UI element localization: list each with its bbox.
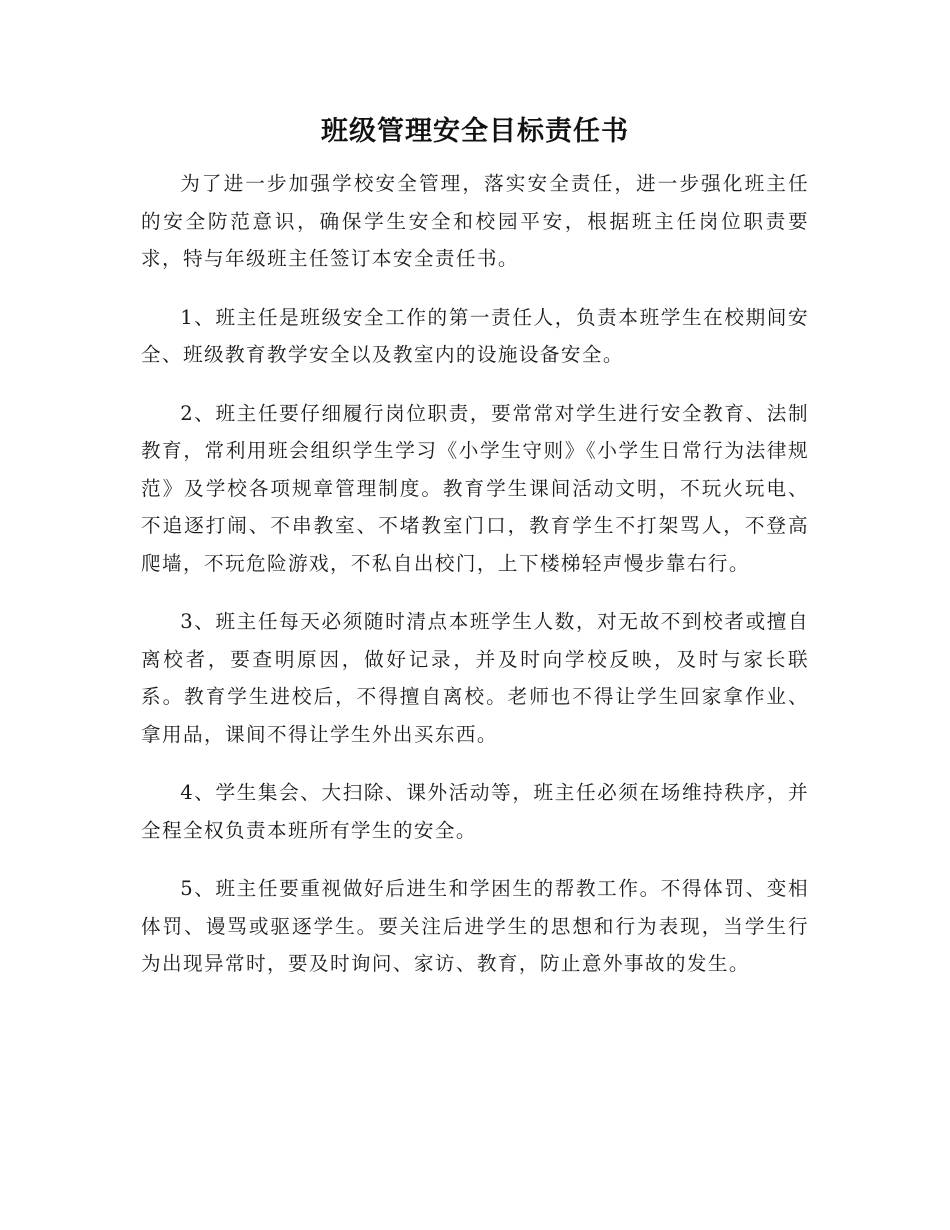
clause-1-paragraph: 1、班主任是班级安全工作的第一责任人，负责本班学生在校期间安全、班级教育教学安全以及教室内的设施设备安全。 bbox=[141, 305, 809, 366]
clause-3-paragraph: 3、班主任每天必须随时清点本班学生人数，对无故不到校者或擅自离校者，要查明原因，做好记录，并及时向学校反映，及时与家长联系。教育学生进校后，不得擅自离校。老师也不得让学生回家拿作业、拿用品，课间不得让学生外出买东西。 bbox=[141, 610, 809, 746]
clause-2-paragraph: 2、班主任要仔细履行岗位职责，要常常对学生进行安全教育、法制教育，常利用班会组织学生学习《小学生守则》《小学生日常行为法律规范》及学校各项规章管理制度。教育学生课间活动文明，不玩火玩电、不追逐打闹、不串教室、不堵教室门口，教育学生不打架骂人，不登高爬墙，不玩危险游戏，不私自出校门，上下楼梯轻声慢步靠右行。 bbox=[141, 401, 809, 575]
document-title: 班级管理安全目标责任书 bbox=[321, 116, 629, 147]
clause-5-paragraph: 5、班主任要重视做好后进生和学困生的帮教工作。不得体罚、变相体罚、谩骂或驱逐学生。要关注后进学生的思想和行为表现，当学生行为出现异常时，要及时询问、家访、教育，防止意外事故的发生。 bbox=[141, 877, 809, 975]
document-body bbox=[141, 165, 809, 1004]
intro-paragraph: 为了进一步加强学校安全管理，落实安全责任，进一步强化班主任的安全防范意识，确保学生安全和校园平安，根据班主任岗位职责要求，特与年级班主任签订本安全责任书。 bbox=[141, 172, 809, 270]
clause-4-paragraph: 4、学生集会、大扫除、课外活动等，班主任必须在场维持秩序，并全程全权负责本班所有学生的安全。 bbox=[141, 781, 809, 842]
